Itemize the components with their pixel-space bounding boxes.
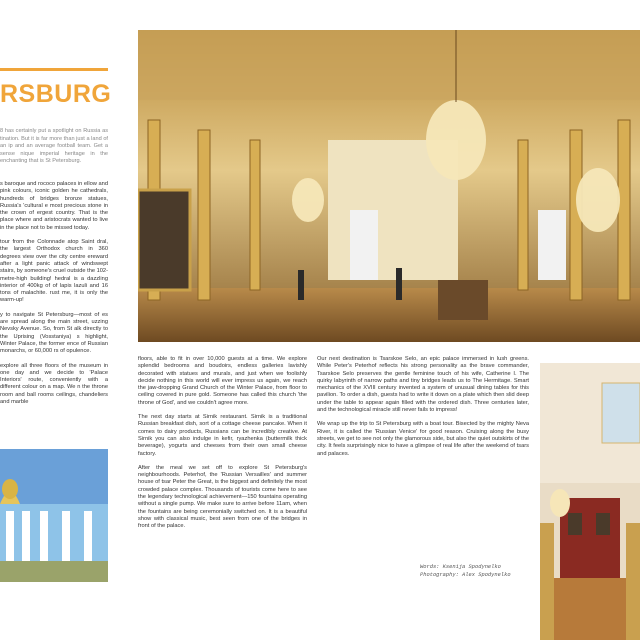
photo-credits (420, 563, 540, 579)
article-intro: 8 has certainly put a spotlight on Russia as tination. But it is far more than just a land of an ip and an average football team. Get a sense nique imperial heritage in the enchanting that is St Petersburg. (0, 128, 108, 165)
col2-paragraph-2: The next day starts at Sirnik restaurant. Sirnik is a traditional Russian breakfast dish, sort of a cottage cheese pancake. When it comes to dairy products, Russians can be incredibly creative. At Sirnik you can also indulge in kefir, ryazhenka (buttermilk thick beverage), yogurts and cheeses from their own small cheese factory. (138, 414, 307, 457)
col3-paragraph-1: Our next destination is Tsarskoe Selo, an epic palace immersed in lush greens. While Peter's Peterhof reflects his strong personality as the brave commander, Tsarskoe Selo preserves the gentle feminine touch of his wife, Catherine I. The quirky labyrinth of narrow paths and tiny bridges leads us to The Hermitage. Smart mechanics of the XVIII century invented a system of unusual dining tables for this pavilion. To order a dish, guests had to write it down on a plate which then slid deep under the table to appear again filled with the ordered dish. Three centuries later, and the technological miracle still never fails to impress! (317, 356, 529, 414)
credit-photography: Photography: Alex Spodynelko (420, 572, 511, 578)
photo-gallery-hall (540, 363, 640, 640)
credit-words: Words: Ksenija Spodynelko (420, 564, 501, 570)
col2-paragraph-3: After the meal we set off to explore St Petersburg's neighbourhoods. Peterhof, the 'Russian Versailles' and summer house of tsar Peter the Great, is the biggest and definitely the most crowded palace complex. Thousands of tourists come here to see the legendary technological achievement—150 fountains operating without a single pump. We make sure to arrive before 11am, when the fountains are being ceremonially switched on. It is a beautiful show with classical music, best seen from one of the bridges in front of the palace. (138, 464, 307, 530)
title-accent-rule (0, 68, 108, 71)
article-title: RSBURG (0, 80, 112, 108)
col2-paragraph-1: floors, able to fit in over 10,000 guests at a time. We explore splendid bedrooms and boudoirs, endless galleries lavishly decorated with statues and murals, and just when we foolishly decide nothing in this world will ever impress us again, we reach the jaw-dropping Grand Church of the Winter Palace, from floor to ceiling covered in pure gold. Someone has called this church 'the throne of God', and we couldn't agree more. (138, 356, 307, 406)
hero-photo-golden-hall (138, 30, 640, 342)
body-column-2 (138, 356, 307, 538)
col1-paragraph-1: s baroque and rococo palaces in ellow and pink colours, iconic golden he cathedrals, hundreds of bridges bronze statues, Russia's 'cultural e most precious stone in the crown of ergest country. That is the place where and aristocrats wanted to live in the place not to be missed today. (0, 181, 108, 231)
col3-paragraph-2: We wrap up the trip to St Petersburg with a boat tour. Bisected by the mighty Neva River, it is called the 'Russian Venice' for good reason. Cruising along the busy streets, we get to see not only the glamorous side, but also the quiet outskirts of the city. It feels surprisingly nice to have a glimpse of real life after the weekend of tsars and palaces. (317, 421, 529, 457)
col1-paragraph-2: tour from the Colonnade atop Saint dral, the largest Orthodox church in 360 degrees view over the city centre ereward after a light panic attack of windswept stairs, by someone's cruel outside the 102-metre-high building! hedral is a dazzling interior of 400kg of of lapis lazuli and 16 tons of malachite. rust me, it is only the warm-up! (0, 239, 108, 304)
body-column-1 (0, 181, 108, 413)
col1-paragraph-4: explore all three floors of the museum in one day and we decide to 'Palace Interiors' route, conveniently with a different colour on a map. We n the throne room and ball rooms ceilings, chandeliers and marble (0, 362, 108, 406)
photo-catherine-palace (0, 449, 108, 582)
col1-paragraph-3: y to navigate St Petersburg—most of es are spread along the main street, uzzing Nevsky Avenue. So, from St alk directly to the Uprising (Vosstaniya) s highlight, Winter Palace, the former ence of Russian monarchs, or 60,000 rs of opulence. (0, 311, 108, 355)
body-column-3 (317, 356, 529, 465)
